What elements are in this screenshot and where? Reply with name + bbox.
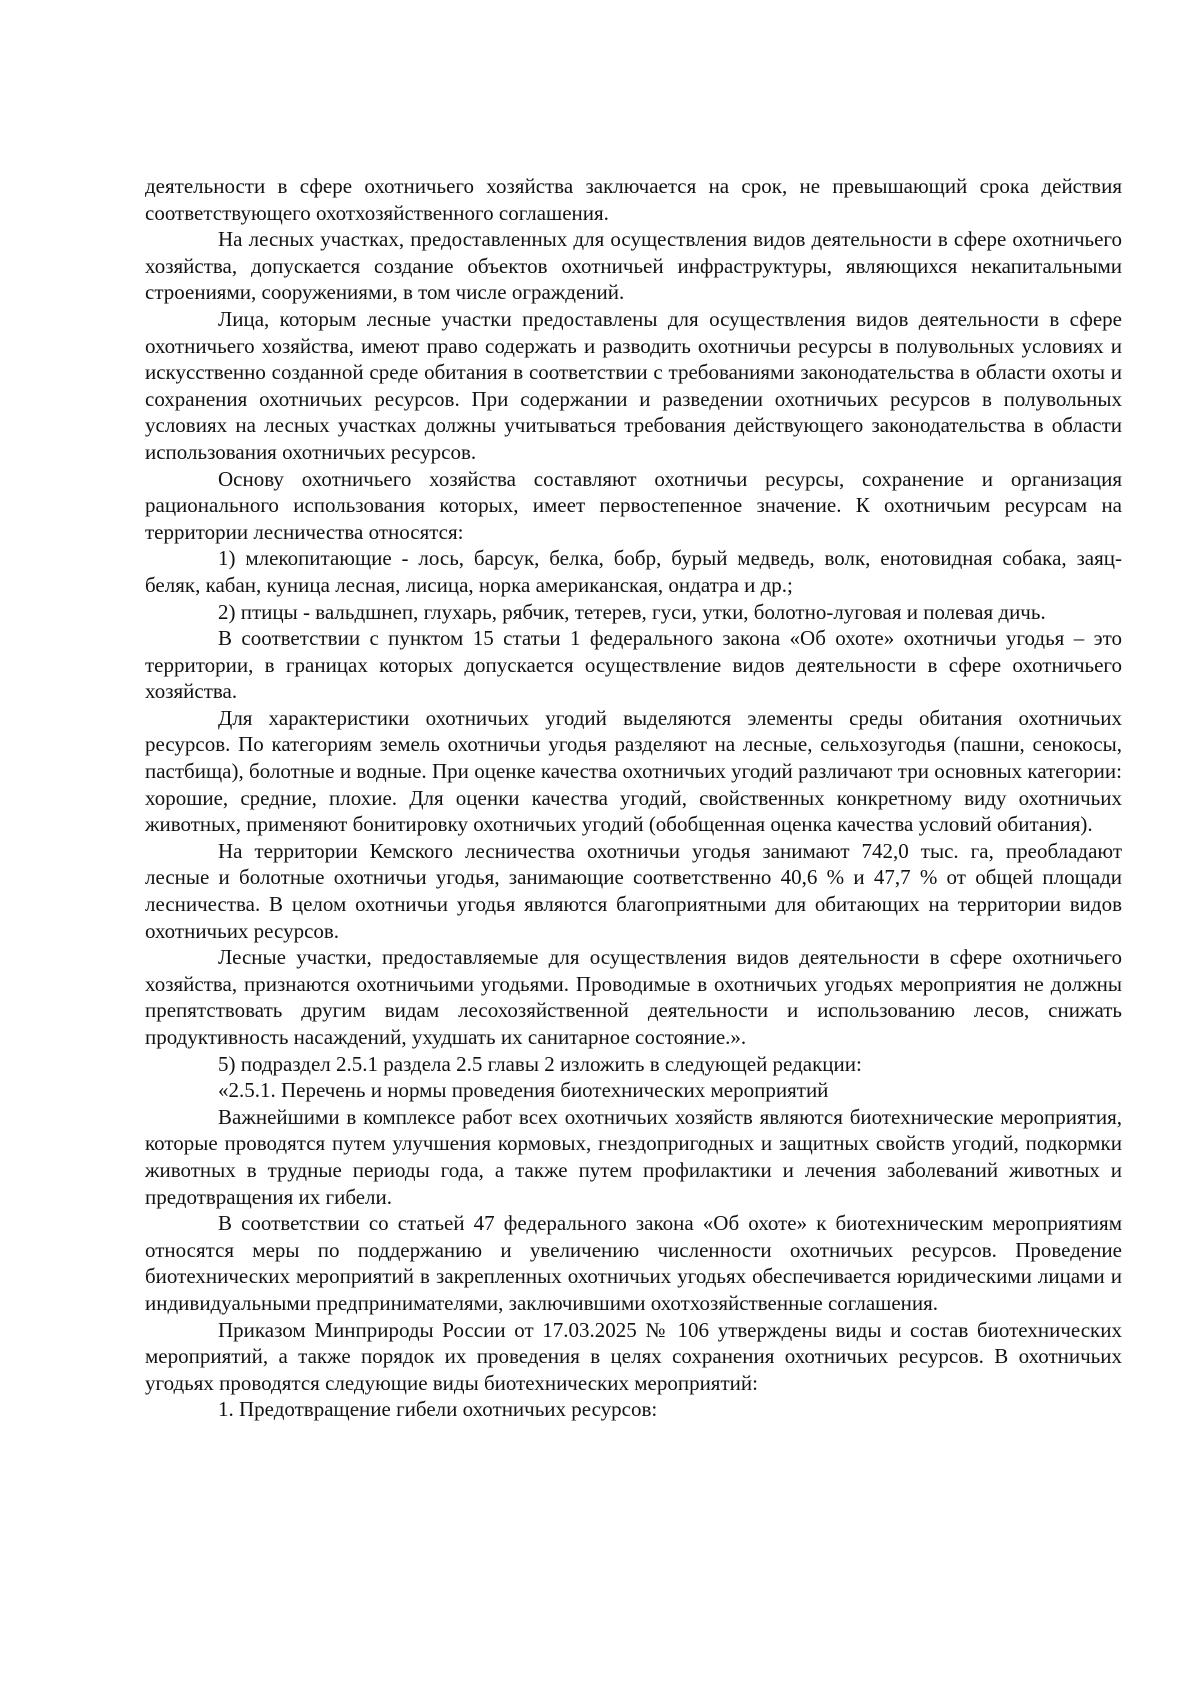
paragraph-hunting-grounds-definition: В соответствии с пунктом 15 статьи 1 федерального закона «Об охоте» охотничьи угодья – это территории, в границах которых допускается осуществление видов деятельности в сфере охотничьего хозяйства. — [145, 626, 1122, 704]
paragraph-hunting-resources-basis: Основу охотничьего хозяйства составляют охотничьи ресурсы, сохранение и организация рационального использования которых, имеет первостепенное значение. К охотничьим ресурсам на территории лесничества относятся: — [145, 466, 1122, 544]
paragraph-amendment-item-5: 5) подраздел 2.5.1 раздела 2.5 главы 2 изложить в следующей редакции: — [218, 1051, 862, 1076]
list-item-mammals: 1) млекопитающие - лось, барсук, белка, бобр, бурый медведь, волк, енотовидная собака, заяц-беляк, кабан, куница лесная, лисица, норка американская, ондатра и др.; — [145, 546, 1122, 597]
list-item-prevention-of-death: 1. Предотвращение гибели охотничьих ресурсов: — [218, 1397, 658, 1422]
paragraph-article-47: В соответствии со статьей 47 федерального закона «Об охоте» к биотехническим мероприятиям относятся меры по поддержанию и увеличению численности охотничьих ресурсов. Проведение биотехнических мероприятий в закрепленных охотничьих угодьях обеспечивается юридическими лицами и индивидуальными предпринимателями, заключившими охотхозяйственные соглашения. — [145, 1211, 1122, 1315]
section-heading-2-5-1: «2.5.1. Перечень и нормы проведения биотехнических мероприятий — [218, 1078, 829, 1103]
paragraph-hunting-grounds-characteristics: Для характеристики охотничьих угодий выделяются элементы среды обитания охотничьих ресурсов. По категориям земель охотничьи угодья разделяют на лесные, сельхозугодья (пашни, сенокосы, пастбища), болотные и водные. При оценке качества охотничьих угодий различают три основных категории: хорошие, средние, плохие. Для оценки качества угодий, свойственных конкретному виду охотничьих животных, применяют бонитировку охотничьих угодий (обобщенная оценка качества условий обитания). — [145, 705, 1122, 837]
paragraph-ministry-order: Приказом Минприроды России от 17.03.2025 № 106 утверждены виды и состав биотехнических мероприятий, а также порядок их проведения в целях сохранения охотничьих ресурсов. В охотничьих угодьях проводятся следующие виды биотехнических мероприятий: — [145, 1317, 1122, 1395]
paragraph-continuation: деятельности в сфере охотничьего хозяйства заключается на срок, не превышающий срока действия соответствующего охотхозяйственного соглашения. — [145, 174, 1122, 225]
paragraph-forest-plots-as-hunting-grounds: Лесные участки, предоставляемые для осуществления видов деятельности в сфере охотничьего хозяйства, признаются охотничьими угодьями. Проводимые в охотничьих угодьях мероприятия не должны препятствовать другим видам лесохозяйственной деятельности и использованию лесов, снижать продуктивность насаждений, ухудшать их санитарное состояние.». — [145, 945, 1122, 1049]
list-item-birds: 2) птицы - вальдшнеп, глухарь, рябчик, тетерев, гуси, утки, болотно-луговая и полевая дичь. — [218, 599, 1046, 624]
document-page — [145, 173, 1122, 1423]
paragraph-biotechnical-importance: Важнейшими в комплексе работ всех охотничьих хозяйств являются биотехнические мероприятия, которые проводятся путем улучшения кормовых, гнездопригодных и защитных свойств угодий, подкормки животных в трудные периоды года, а также путем профилактики и лечения заболеваний животных и предотвращения их гибели. — [145, 1104, 1122, 1209]
paragraph-forest-infrastructure: На лесных участках, предоставленных для осуществления видов деятельности в сфере охотничьего хозяйства, допускается создание объектов охотничьей инфраструктуры, являющихся некапитальными строениями, сооружениями, в том числе ограждений. — [145, 227, 1122, 305]
paragraph-kem-forestry-area: На территории Кемского лесничества охотничьи угодья занимают 742,0 тыс. га, преобладают лесные и болотные охотничьи угодья, занимающие соответственно 40,6 % и 47,7 % от общей площади лесничества. В целом охотничьи угодья являются благоприятными для обитающих на территории видов охотничьих ресурсов. — [145, 838, 1122, 943]
paragraph-semi-free-conditions: Лица, которым лесные участки предоставлены для осуществления видов деятельности в сфере охотничьего хозяйства, имеют право содержать и разводить охотничьи ресурсы в полувольных условиях и искусственно созданной среде обитания в соответствии с требованиями законодательства в области охоты и сохранения охотничьих ресурсов. При содержании и разведении охотничьих ресурсов в полувольных условиях на лесных участках должны учитываться требования действующего законодательства в области использования охотничьих ресурсов. — [145, 306, 1122, 464]
